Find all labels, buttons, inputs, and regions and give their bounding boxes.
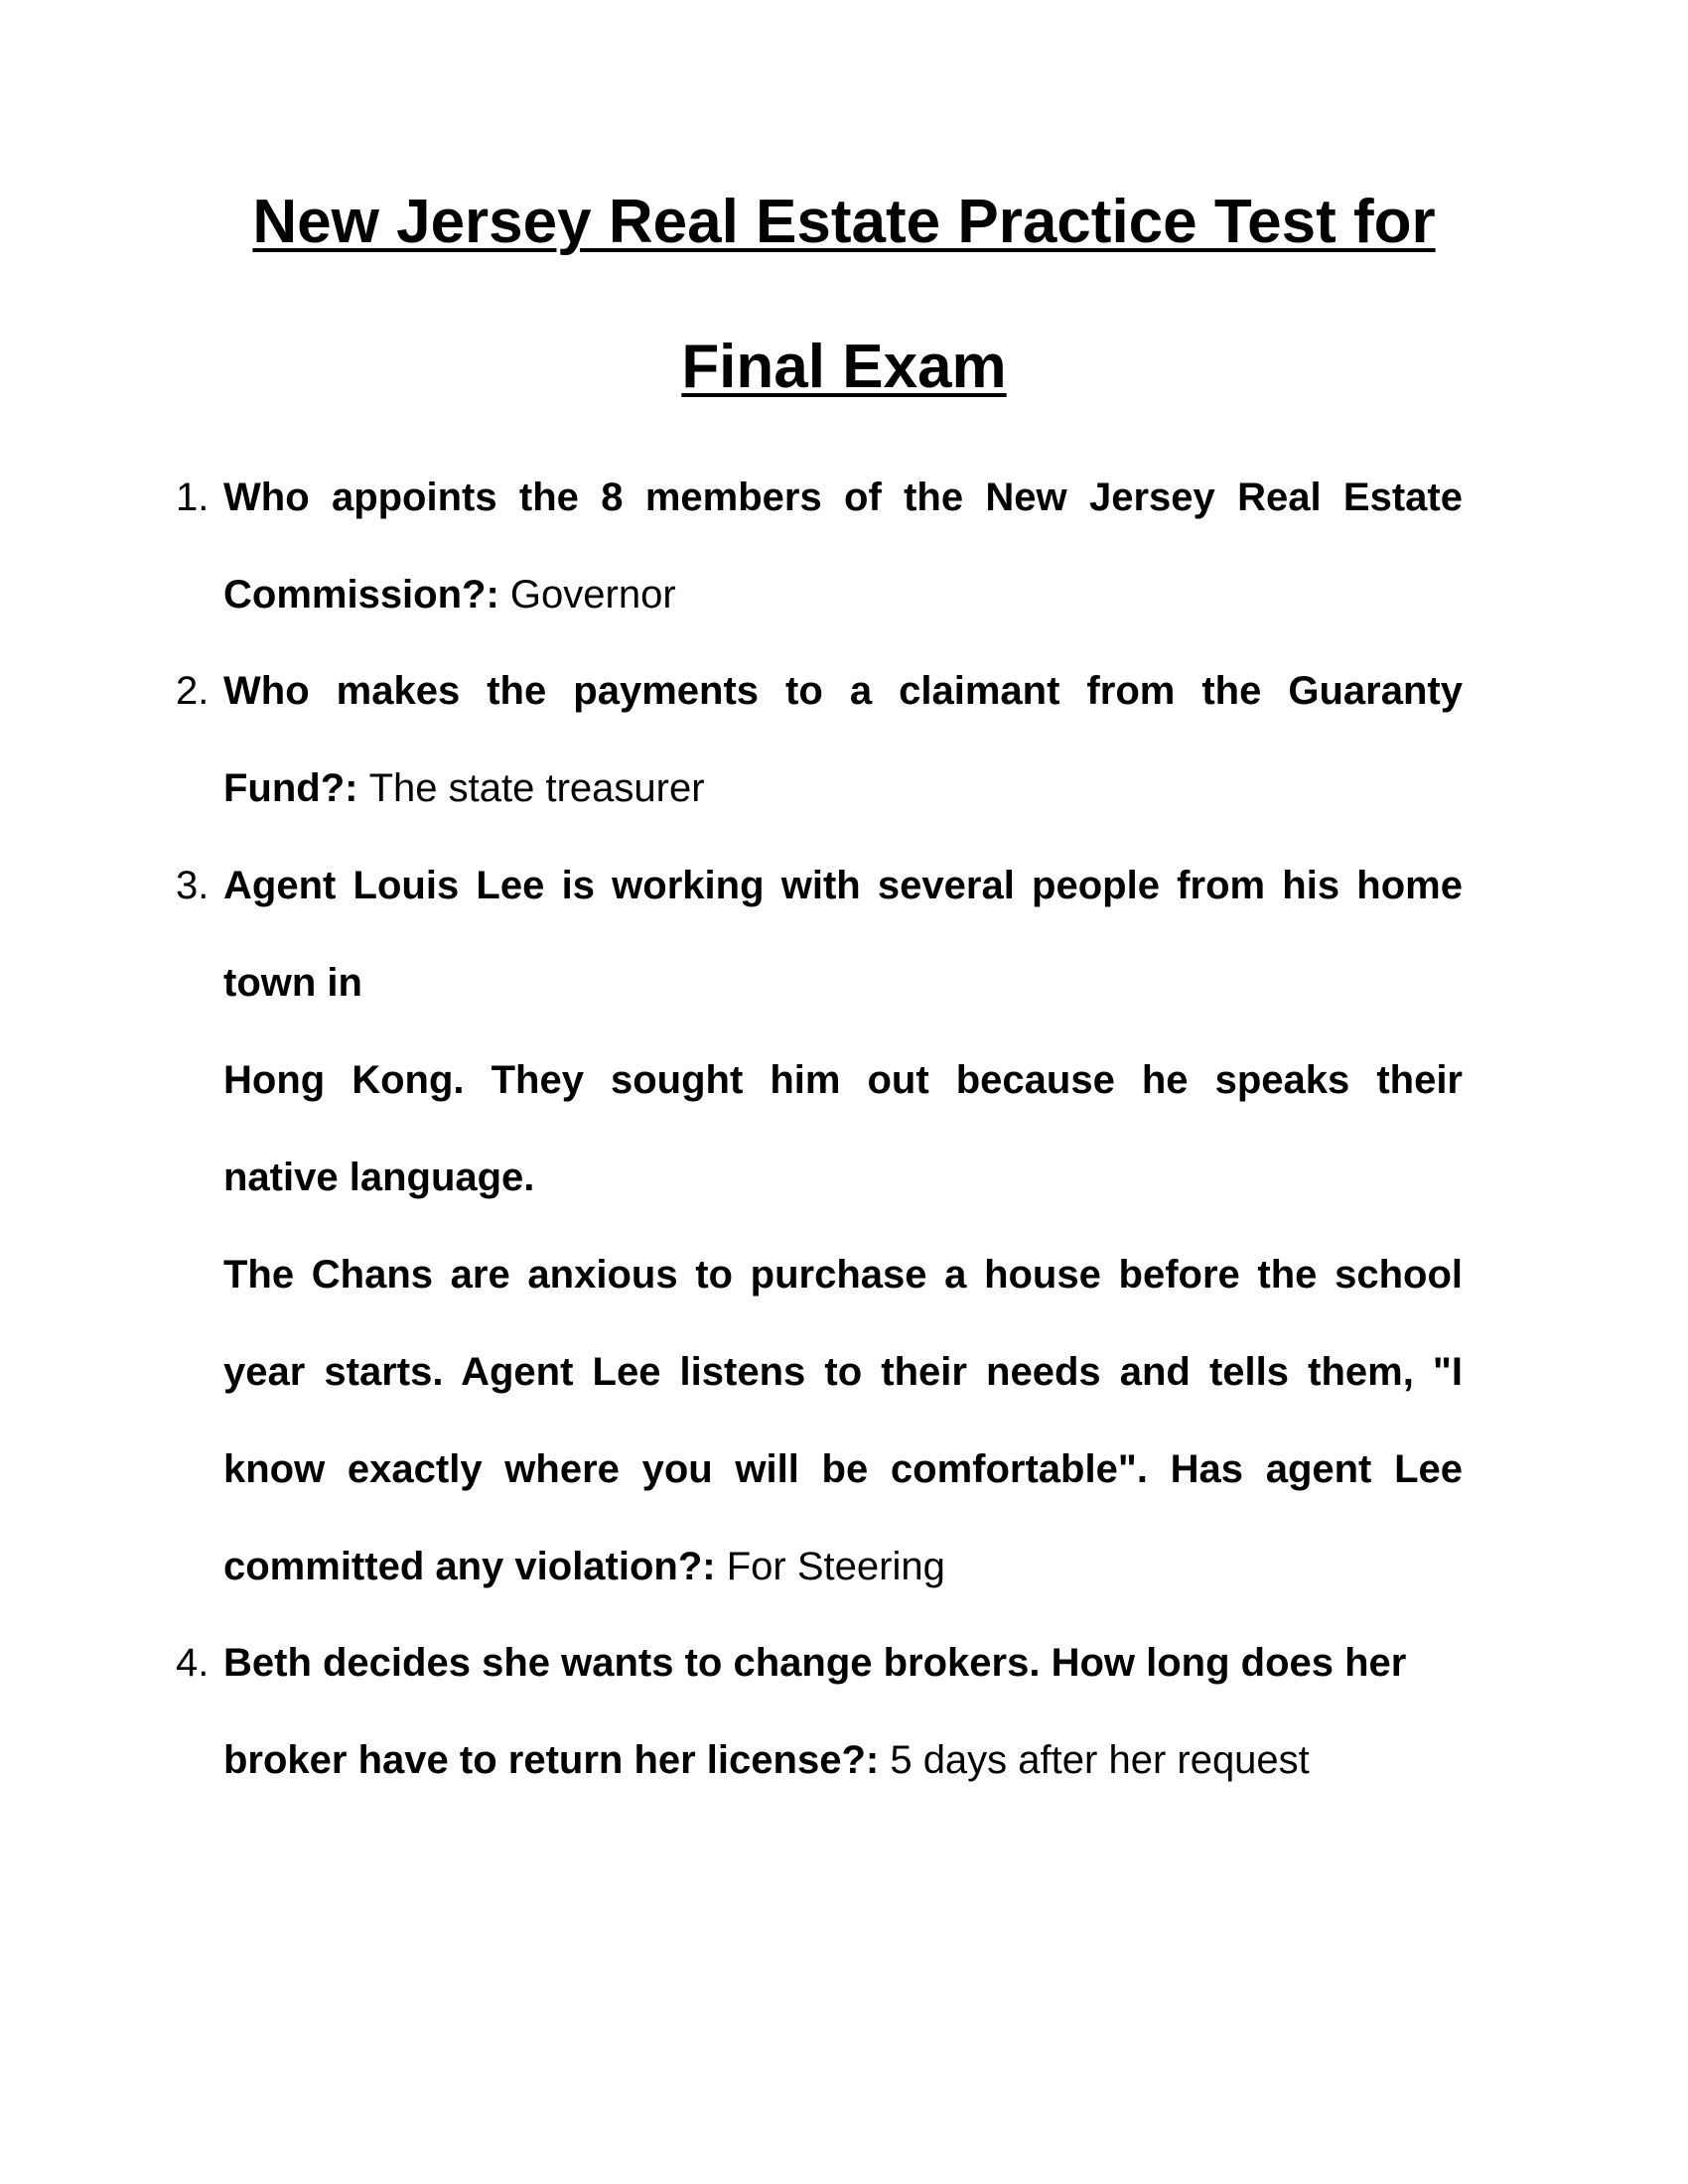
question-4-number: 4. [176, 1641, 210, 1685]
question-4-text-last-line [223, 1736, 1463, 1784]
question-3-text: committed any violation?: [223, 1545, 716, 1588]
question-1-text-last-line [223, 571, 1463, 618]
question-3-text-last-line [223, 1543, 1463, 1590]
question-2-text-last-line [223, 764, 1463, 812]
question-3-text-line: Hong Kong. They sought him out because he speaks their [223, 1058, 1463, 1102]
question-4-text-line: Beth decides she wants to change brokers. How long does her [223, 1641, 1407, 1685]
question-3-text-line: Agent Louis Lee is working with several people from his home [223, 864, 1463, 907]
document-title-line-2: Final Exam [681, 333, 1007, 401]
question-3-text-line: native language. [223, 1156, 535, 1199]
question-3-answer: For Steering [726, 1545, 945, 1588]
question-3-text-line: town in [223, 961, 362, 1005]
question-4-answer: 5 days after her request [890, 1738, 1310, 1782]
question-4-text: broker have to return her license?: [223, 1738, 880, 1782]
question-2-text-line: Who makes the payments to a claimant from the Guaranty [223, 669, 1463, 713]
question-1-number: 1. [176, 476, 210, 519]
question-2-text: Fund?: [223, 766, 358, 810]
question-3-text-line: The Chans are anxious to purchase a house before the school [223, 1253, 1463, 1297]
question-1-text: Commission?: [223, 573, 499, 616]
question-3-text-line: know exactly where you will be comfortable". Has agent Lee [223, 1447, 1463, 1491]
document-title-line-1: New Jersey Real Estate Practice Test for [252, 188, 1436, 256]
question-1-answer: Governor [509, 573, 676, 616]
question-3-text-line: year starts. Agent Lee listens to their needs and tells them, "I [223, 1350, 1463, 1394]
question-3-number: 3. [176, 864, 210, 907]
question-2-answer: The state treasurer [368, 766, 705, 810]
question-1-text-line: Who appoints the 8 members of the New Jersey Real Estate [223, 476, 1463, 519]
question-2-number: 2. [176, 669, 210, 713]
